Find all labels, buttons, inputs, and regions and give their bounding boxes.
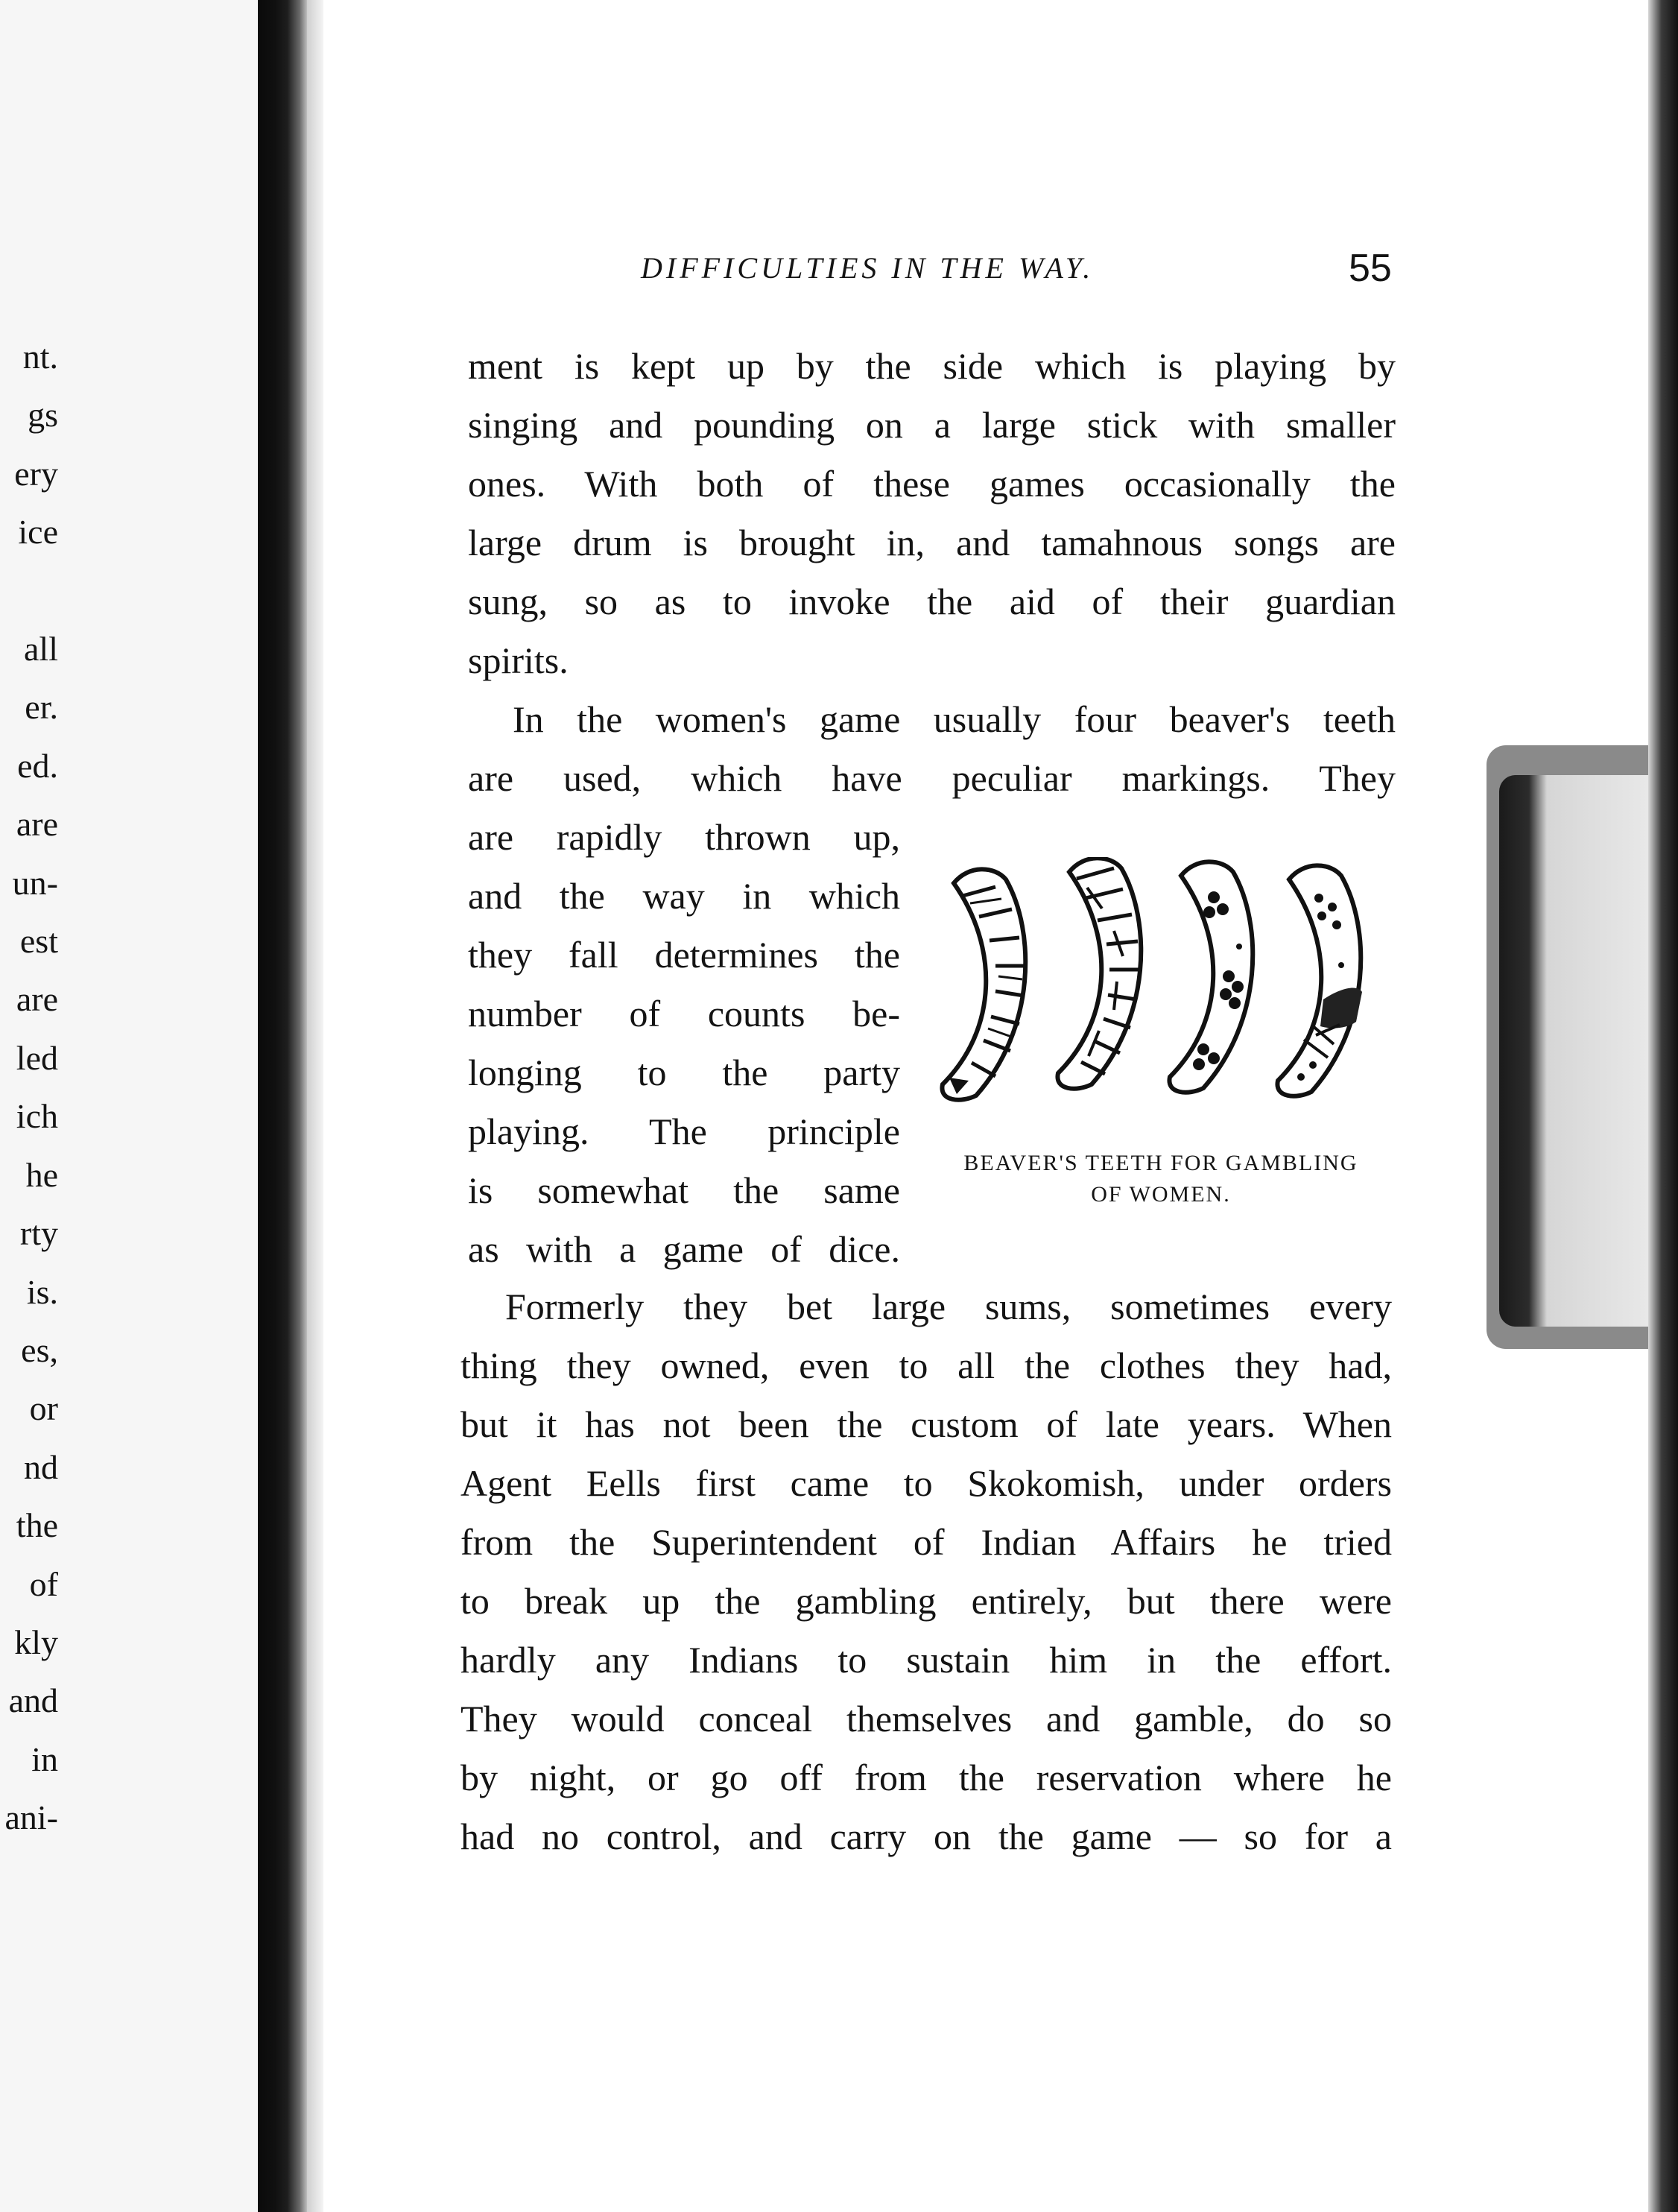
facing-line: is. (26, 1272, 58, 1311)
facing-line: are (16, 980, 58, 1019)
text-line: had no control, and carry on the game — so for a (460, 1816, 1392, 1857)
facing-line: ice (18, 513, 58, 552)
facing-line: in (31, 1739, 58, 1778)
text-line: to break up the gambling entirely, but there were (460, 1580, 1392, 1622)
beaver-tooth-icon (1277, 865, 1362, 1096)
text-line: from the Superintendent of Indian Affairs he tried (460, 1521, 1392, 1563)
text-line: thing they owned, even to all the clothes they had, (460, 1344, 1392, 1386)
text-line: In the women's game usually four beaver's teeth (513, 698, 1396, 740)
text-line: as with a game of dice. (468, 1228, 900, 1270)
facing-line: ery (14, 454, 58, 493)
right-page-edge (1648, 0, 1678, 2212)
facing-line: nd (24, 1447, 58, 1486)
facing-line: es, (21, 1330, 58, 1369)
page-number: 55 (1349, 247, 1392, 290)
caption-line: BEAVER'S TEETH FOR GAMBLING (963, 1151, 1358, 1175)
beaver-tooth-icon (942, 869, 1025, 1099)
caption-line: OF WOMEN. (1091, 1182, 1231, 1207)
book-gutter-shadow (258, 0, 307, 2212)
text-line: Formerly they bet large sums, sometimes every (505, 1286, 1392, 1327)
facing-line: of (29, 1564, 58, 1603)
facing-line: or (29, 1389, 58, 1428)
facing-line: are (16, 805, 58, 844)
gutter-fade (307, 0, 323, 2212)
text-line: ment is kept up by the side which is playing by (468, 345, 1396, 387)
text-line: hardly any Indians to sustain him in the effort. (460, 1639, 1392, 1681)
facing-line: kly (14, 1622, 58, 1661)
running-header: DIFFICULTIES IN THE WAY. (641, 251, 1095, 285)
facing-line (0, 562, 58, 620)
text-line: spirits. (468, 639, 569, 681)
facing-line: led (16, 1038, 58, 1077)
facing-page-text (0, 328, 58, 1848)
paragraph-3 (460, 1277, 1392, 1866)
facing-line: er. (25, 688, 58, 727)
beaver-tooth-icon (1169, 862, 1253, 1092)
text-line: are used, which have peculiar markings. They (468, 757, 1396, 799)
text-line: and the way in which (468, 875, 900, 917)
facing-line: the (16, 1506, 58, 1545)
paragraph-1 (468, 337, 1396, 690)
text-line: They would conceal themselves and gamble, do so (460, 1698, 1392, 1739)
beavers-teeth-illustration (924, 857, 1401, 1125)
facing-line: ich (16, 1097, 58, 1136)
text-line: large drum is brought in, and tamahnous songs are (468, 522, 1396, 563)
facing-line: ed. (17, 746, 58, 785)
facing-line: ani- (4, 1798, 58, 1837)
text-line: sung, so as to invoke the aid of their guardian (468, 581, 1396, 622)
text-line: are rapidly thrown up, (468, 816, 900, 858)
facing-line: nt. (22, 338, 58, 376)
text-line: ones. With both of these games occasionally the (468, 463, 1396, 505)
facing-line: gs (28, 396, 58, 434)
paragraph-2-opening (468, 690, 1396, 808)
facing-line: and (8, 1681, 58, 1720)
facing-line: est (19, 922, 58, 961)
page-edge-tab-inner (1499, 775, 1648, 1327)
facing-line: rty (19, 1214, 58, 1253)
figure-caption (915, 1148, 1407, 1210)
facing-line: he (25, 1155, 58, 1194)
text-line: they fall determines the (468, 934, 900, 976)
text-line: by night, or go off from the reservation where he (460, 1757, 1392, 1798)
text-line: playing. The principle (468, 1110, 900, 1152)
text-line: number of counts be- (468, 993, 900, 1034)
facing-line: un- (12, 863, 58, 902)
facing-line: all (24, 630, 58, 669)
text-line: is somewhat the same (468, 1169, 900, 1211)
paragraph-2-wrapped (468, 808, 900, 1279)
beaver-tooth-icon (1057, 858, 1141, 1088)
text-line: but it has not been the custom of late years. When (460, 1403, 1392, 1445)
facing-page (0, 0, 257, 2212)
text-line: longing to the party (468, 1052, 900, 1093)
text-line: singing and pounding on a large stick with smaller (468, 404, 1396, 446)
text-line: Agent Eells first came to Skokomish, under orders (460, 1462, 1392, 1504)
